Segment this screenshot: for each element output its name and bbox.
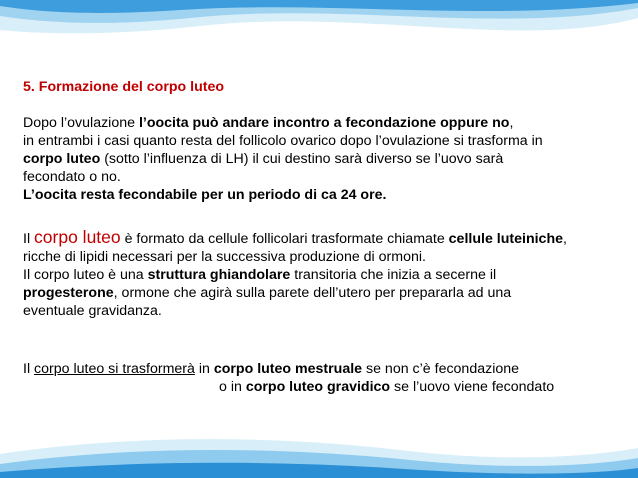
- p1-line-3: corpo luteo (sotto l’influenza di LH) il cui destino sarà diverso se l’uovo sarà: [23, 151, 504, 167]
- p2-line-1: Il corpo luteo è formato da cellule follicolari trasformate chiamate cellule luteiniche,: [23, 227, 567, 247]
- p2-line-2: ricche di lipidi necessari per la successiva produzione di ormoni.: [23, 249, 426, 265]
- p2-line-3: Il corpo luteo è una struttura ghiandolare transitoria che inizia a secerne il: [23, 267, 497, 283]
- slide-content: [23, 78, 635, 396]
- p1-line-5: L’oocita resta fecondabile per un periodo di ca 24 ore.: [23, 187, 387, 203]
- p2-line-4: progesterone, ormone che agirà sulla parete dell’utero per prepararla ad una: [23, 285, 512, 301]
- p1-line-1: Dopo l’ovulazione l’oocita può andare incontro a fecondazione oppure no,: [23, 115, 514, 131]
- bottom-wave-decoration: [0, 432, 638, 478]
- top-wave-decoration: [0, 0, 638, 80]
- p1-line-4: fecondato o no.: [23, 169, 121, 185]
- p1-line-2: in entrambi i casi quanto resta del follicolo ovarico dopo l’ovulazione si trasforma in: [23, 133, 543, 149]
- p3-line-2: o in corpo luteo gravidico se l’uovo viene fecondato: [219, 379, 555, 395]
- slide-title: 5. Formazione del corpo luteo: [23, 79, 225, 95]
- p3-line-1: Il corpo luteo si trasformerà in corpo luteo mestruale se non c’è fecondazione: [23, 361, 520, 377]
- p2-line-5: eventuale gravidanza.: [23, 303, 162, 319]
